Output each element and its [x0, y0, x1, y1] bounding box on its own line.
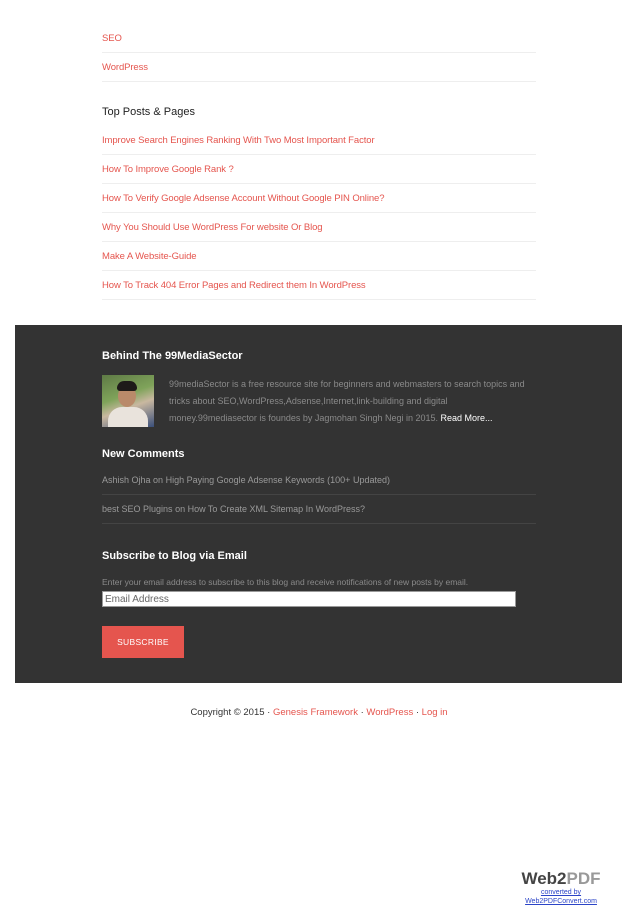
copyright-separator: ·	[360, 707, 364, 718]
list-item	[102, 53, 536, 82]
logo-web: Web2	[521, 869, 567, 888]
login-link[interactable]: Log in	[421, 707, 448, 718]
top-post-link[interactable]: How To Verify Google Adsense Account Without Google PIN Online?	[102, 192, 385, 204]
category-link-seo[interactable]: SEO	[102, 32, 122, 44]
read-more-link[interactable]: Read More...	[440, 413, 493, 423]
list-item	[102, 271, 536, 300]
top-post-link[interactable]: Why You Should Use WordPress For website Or Blog	[102, 221, 323, 233]
list-item	[102, 24, 536, 53]
list-item	[102, 155, 536, 184]
top-post-link[interactable]: How To Improve Google Rank ?	[102, 163, 234, 175]
footer-widgets	[15, 325, 622, 683]
copyright-prefix: Copyright © 2015 ·	[190, 707, 271, 718]
list-item	[102, 213, 536, 242]
categories-list	[102, 24, 536, 82]
about-title: Behind The 99MediaSector	[102, 350, 243, 362]
web2pdf-badge[interactable]	[506, 869, 616, 905]
list-item	[102, 242, 536, 271]
top-posts-list	[102, 126, 536, 300]
category-link-wordpress[interactable]: WordPress	[102, 61, 148, 73]
logo-pdf: PDF	[566, 869, 601, 888]
web2pdf-logo	[506, 870, 616, 888]
comment-author[interactable]: best SEO Plugins	[102, 504, 173, 514]
comment-item	[102, 495, 536, 524]
list-item	[102, 184, 536, 213]
top-post-link[interactable]: Make A Website-Guide	[102, 250, 197, 262]
comment-on: on	[153, 475, 164, 485]
top-post-link[interactable]: Improve Search Engines Ranking With Two Most Important Factor	[102, 134, 375, 146]
genesis-link[interactable]: Genesis Framework	[272, 707, 358, 718]
comment-post-link[interactable]: How To Create XML Sitemap In WordPress?	[187, 504, 366, 514]
comments-list	[102, 466, 536, 524]
about-body: 99mediaSector is a free resource site for beginners and webmasters to search topics and tricks about SEO,WordPress,Adsense,Internet,link-building and digital money.99mediasector is foundes by Jagmohan Singh Negi in 2015.	[169, 379, 525, 423]
top-posts-title: Top Posts & Pages	[102, 106, 195, 118]
subscribe-button[interactable]: SUBSCRIBE	[102, 626, 184, 658]
copyright	[0, 707, 638, 718]
avatar-hair	[117, 381, 137, 391]
author-avatar	[102, 375, 154, 427]
about-text	[169, 376, 529, 427]
copyright-separator: ·	[415, 707, 420, 718]
web2pdf-link[interactable]: converted by Web2PDFConvert.com	[525, 889, 597, 905]
comments-title: New Comments	[102, 448, 185, 460]
comment-on: on	[175, 504, 186, 514]
comment-item	[102, 466, 536, 495]
top-post-link[interactable]: How To Track 404 Error Pages and Redirect them In WordPress	[102, 279, 366, 291]
avatar-shirt	[108, 407, 148, 427]
wordpress-link[interactable]: WordPress	[366, 707, 414, 718]
subscribe-title: Subscribe to Blog via Email	[102, 550, 247, 562]
comment-author[interactable]: Ashish Ojha	[102, 475, 151, 485]
email-field[interactable]	[102, 591, 516, 607]
comment-post-link[interactable]: High Paying Google Adsense Keywords (100+ Updated)	[165, 475, 390, 485]
list-item	[102, 126, 536, 155]
subscribe-description: Enter your email address to subscribe to this blog and receive notifications of new posts by email.	[102, 577, 469, 587]
